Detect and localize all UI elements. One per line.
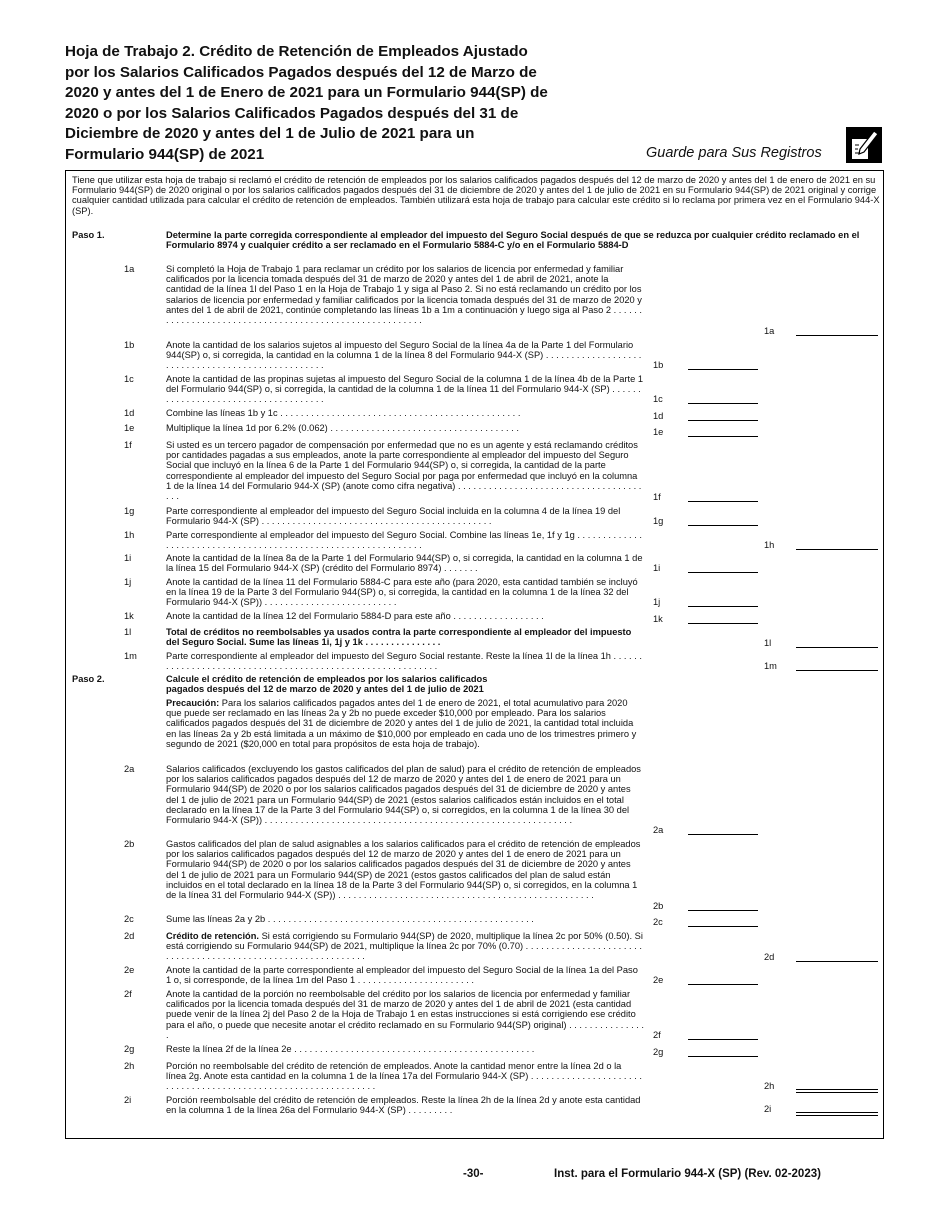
line-1f-entry[interactable] bbox=[688, 501, 758, 502]
line-1g-entry[interactable] bbox=[688, 525, 758, 526]
line-2f-number: 2f bbox=[124, 989, 132, 999]
line-1d-entry[interactable] bbox=[688, 420, 758, 421]
line-1l-entry[interactable] bbox=[796, 647, 878, 648]
line-1a-text: Si completó la Hoja de Trabajo 1 para reclamar un crédito por los salarios de licencia por enfermedad y familiar calificados por la licencia tomada después del 31 de marzo de 2020 y antes del 1 de abril de 2021, anote la cantidad de la línea 1l del Paso 1 en la Hoja de Trabajo 1 y siga al Paso 2. Si no está reclamando un crédito por los salarios de licencia por enfermedad y familiar calificados por la licencia tomada después del 31 de marzo de 2020 y antes del 1 de abril de 2021, continúe completando las líneas 1b a 1m a continuación y luego siga al Paso 2 . . . . . . . . . . . . . . . . . . . . . . . . . . . . . . . . . . . . . . . . . . . . . . . . . . . . . . . . bbox=[166, 264, 642, 326]
line-2c-text: Sume las líneas 2a y 2b . . . . . . . . . . . . . . . . . . . . . . . . . . . . . . . . . . . . . . . . . . . . . . . . . . . . bbox=[166, 914, 534, 924]
line-1i-entry[interactable] bbox=[688, 572, 758, 573]
line-2c-label: 2c bbox=[653, 917, 663, 927]
line-1g-text: Parte correspondiente al empleador del impuesto del Seguro Social incluida en la columna 4 de la línea 19 del Formulario 944-X (SP) . . . . . . . . . . . . . . . . . . . . . . . . . . . . . . . . . . . . . . . . . . . . . bbox=[166, 506, 621, 527]
line-2i-entry[interactable] bbox=[796, 1112, 878, 1116]
line-1j-entry[interactable] bbox=[688, 606, 758, 607]
line-2i-label: 2i bbox=[764, 1104, 772, 1114]
step1-label: Paso 1. bbox=[72, 230, 105, 240]
line-1h-label: 1h bbox=[764, 540, 775, 550]
line-1m-entry[interactable] bbox=[796, 670, 878, 671]
line-1i-text: Anote la cantidad de la línea 8a de la Parte 1 del Formulario 944(SP) o, si corregida, la cantidad en la columna 1 de la línea 15 del Formulario 944-X (SP) (crédito del Formulario 8974) . . . . . . . bbox=[166, 553, 643, 574]
step2-heading: Calcule el crédito de retención de empleados por los salarios calificados pagados después del 12 de marzo de 2020 y antes del 1 de julio de 2021 bbox=[166, 674, 488, 695]
line-2g-entry[interactable] bbox=[688, 1056, 758, 1057]
line-2b-entry[interactable] bbox=[688, 910, 758, 911]
line-2g-text: Reste la línea 2f de la línea 2e . . . . . . . . . . . . . . . . . . . . . . . . . . . . . . . . . . . . . . . . . . . . . . . bbox=[166, 1044, 535, 1054]
line-2e-number: 2e bbox=[124, 965, 135, 975]
line-2g-label: 2g bbox=[653, 1047, 664, 1057]
line-1d-text: Combine las líneas 1b y 1c . . . . . . . . . . . . . . . . . . . . . . . . . . . . . . . . . . . . . . . . . . . . . . . bbox=[166, 408, 521, 418]
line-2a-number: 2a bbox=[124, 764, 135, 774]
line-2d-rest: Si está corrigiendo su Formulario 944(SP) de 2020, multiplique la línea 2c por 50% (0.50). Si está corrigiendo su Formulario 944(SP) de 2021, multiplique la línea 2c por 70% (0.70) . . . . . . . . . . . . . . . . . . . . . . . . . . . . . . . . . . . . . . . . . . . . . . . . . . . . . . . . . . . . . . bbox=[166, 931, 643, 962]
step2-caution bbox=[166, 698, 644, 749]
line-1a-number: 1a bbox=[124, 264, 135, 274]
line-2c-entry[interactable] bbox=[688, 926, 758, 927]
line-2h-number: 2h bbox=[124, 1061, 135, 1071]
line-2b-text: Gastos calificados del plan de salud asignables a los salarios calificados para el crédito de retención de empleados por los salarios calificados pagados después del 12 de marzo de 2020 y antes del 1 de enero de 2021 para un Formulario 944(SP) de 2020 o por los salarios calificados pagados después del 31 de diciembre de 2020 y antes del 1 de julio de 2021 para un Formulario 944(SP) de 2021 (estos gastos calificados del plan de salud están incluidos en el total declarado en la línea 18 de la Parte 3 del Formulario 944(SP) o, si corregidos, en la columna 1 de la línea 31 del Formulario 944-X (SP)) . . . . . . . . . . . . . . . . . . . . . . . . . . . . . . . . . . . . . . . . . . . . . . . . . . bbox=[166, 839, 641, 901]
line-2b-number: 2b bbox=[124, 839, 135, 849]
line-2i-number: 2i bbox=[124, 1095, 132, 1105]
line-2a-text: Salarios calificados (excluyendo los gastos calificados del plan de salud) para el crédito de retención de empleados por los salarios calificados pagados después del 12 de marzo de 2020 y antes del 1 de enero de 2021 para un Formulario 944(SP) de 2020 o por los salarios calificados pagados después del 31 de diciembre de 2020 y antes del 1 de julio de 2021 para un Formulario 944(SP) de 2021 (estos salarios calificados están incluidos en el total declarado en la línea 17 de la Parte 3 del Formulario 944(SP) o, si corregidos, en la columna 1 de la línea 30 del Formulario 944-X (SP)) . . . . . . . . . . . . . . . . . . . . . . . . . . . . . . . . . . . . . . . . . . . . . . . . . . . . . . . . . . . . bbox=[166, 764, 641, 826]
step2-label: Paso 2. bbox=[72, 674, 105, 684]
line-2c-number: 2c bbox=[124, 914, 134, 924]
line-2d-label: 2d bbox=[764, 952, 775, 962]
line-1b-entry[interactable] bbox=[688, 369, 758, 370]
line-1c-number: 1c bbox=[124, 374, 134, 384]
line-2h-entry[interactable] bbox=[796, 1089, 878, 1093]
line-1j-number: 1j bbox=[124, 577, 132, 587]
worksheet-title: Hoja de Trabajo 2. Crédito de Retención de Empleados Ajustado por los Salarios Calificados Pagados después del 12 de Marzo de 2020 y antes del 1 de Enero de 2021 para un Formulario 944(SP) de 2020 o por los Salarios Calificados Pagados después del 31 de Diciembre de 2020 y antes del 1 de Julio de 2021 para un Formulario 944(SP) de 2021 bbox=[65, 43, 548, 163]
line-1l-number: 1l bbox=[124, 627, 132, 637]
line-1l-label: 1l bbox=[764, 638, 772, 648]
line-1l-text: Total de créditos no reembolsables ya usados contra la parte correspondiente al empleador del impuesto del Seguro Social. Sume las líneas 1i, 1j y 1k . . . . . . . . . . . . . . . bbox=[166, 627, 632, 648]
line-1k-text: Anote la cantidad de la línea 12 del Formulario 5884-D para este año . . . . . . . . . . . . . . . . . . bbox=[166, 611, 544, 621]
line-1b-number: 1b bbox=[124, 340, 135, 350]
line-1e-label: 1e bbox=[653, 427, 664, 437]
line-1m-label: 1m bbox=[764, 661, 777, 671]
line-1i-label: 1i bbox=[653, 563, 661, 573]
line-1m-text: Parte correspondiente al empleador del impuesto del Seguro Social restante. Reste la línea 1l de la línea 1h . . . . . . . . . . . . . . . . . . . . . . . . . . . . . . . . . . . . . . . . . . . . . . . . . . . . . . . . . . . bbox=[166, 651, 642, 672]
line-2e-label: 2e bbox=[653, 975, 664, 985]
line-2d-number: 2d bbox=[124, 931, 135, 941]
line-2d-entry[interactable] bbox=[796, 961, 878, 962]
line-2h-text: Porción no reembolsable del crédito de retención de empleados. Anote la cantidad menor entre la línea 2d o la línea 2g. Anote esta cantidad en la columna 1 de la línea 17a del Formulario 944-X (SP) . . . . . . . . . . . . . . . . . . . . . . . . . . . . . . . . . . . . . . . . . . . . . . . . . . . . . . . . . . . . . . . bbox=[166, 1061, 642, 1092]
line-1j-label: 1j bbox=[653, 597, 661, 607]
line-1j-text: Anote la cantidad de la línea 11 del Formulario 5884-C para este año (para 2020, esta cantidad también se incluyó en la línea 19 de la Parte 3 del Formulario 944(SP) o, si corregida, la cantidad en la columna 1 de la línea 32 del Formulario 944-X (SP)) . . . . . . . . . . . . . . . . . . . . . . . . . . bbox=[166, 577, 638, 608]
line-2a-label: 2a bbox=[653, 825, 664, 835]
form-instructions-ref: Inst. para el Formulario 944-X (SP) (Rev. 02-2023) bbox=[554, 1168, 821, 1180]
line-1g-label: 1g bbox=[653, 516, 664, 526]
line-1f-text: Si usted es un tercero pagador de compensación por enfermedad que no es un agente y está reclamando créditos por cantidades pagadas a sus empleados, anote la parte correspondiente al empleador del impuesto del Seguro Social que incluyó en la línea 6 de la Parte 1 del Formulario 944(SP) o, si corregida, la cantidad de la parte correspondiente al empleador del impuesto del Seguro Social por paga por enfermedad que incluyó en la columna 1 de la línea 14 del Formulario 944-X (SP) (anote como cifra negativa) . . . . . . . . . . . . . . . . . . . . . . . . . . . . . . . . . . . . . . . bbox=[166, 440, 642, 502]
line-1k-label: 1k bbox=[653, 614, 663, 624]
line-2d-bold: Crédito de retención. bbox=[166, 931, 259, 941]
line-1c-text: Anote la cantidad de las propinas sujetas al impuesto del Seguro Social de la columna 1 de la línea 4b de la Parte 1 del Formulario 944(SP) o, si corregida, la cantidad de la columna 1 de la línea 11 del Formulario 944-X (SP) . . . . . . . . . . . . . . . . . . . . . . . . . . . . . . . . . . . . . bbox=[166, 374, 644, 405]
line-1c-label: 1c bbox=[653, 394, 663, 404]
line-1b-label: 1b bbox=[653, 360, 664, 370]
line-2a-entry[interactable] bbox=[688, 834, 758, 835]
line-1e-text: Multiplique la línea 1d por 6.2% (0.062) . . . . . . . . . . . . . . . . . . . . . . . . . . . . . . . . . . . . . bbox=[166, 423, 519, 433]
line-1h-text: Parte correspondiente al empleador del impuesto del Seguro Social. Combine las líneas 1e, 1f y 1g . . . . . . . . . . . . . . . . . . . . . . . . . . . . . . . . . . . . . . . . . . . . . . . . . . . . . . . . . . . . . . . bbox=[166, 530, 642, 551]
line-2g-number: 2g bbox=[124, 1044, 135, 1054]
intro-paragraph: Tiene que utilizar esta hoja de trabajo si reclamó el crédito de retención de empleados por los salarios calificados pagados después del 12 de marzo de 2020 y antes del 1 de enero de 2021 en su Formulario 944(SP) de 2020 original o por los salarios calificados pagados después del 31 de diciembre de 2020 y antes del 1 de julio de 2021 en su Formulario 944(SP) de 2021 original y corrige cualquier cantidad utilizada para calcular el crédito de retención de empleados. También utilizará esta hoja de trabajo para calcular este crédito si lo reclama por primera vez en el Formulario 944-X (SP). bbox=[72, 175, 880, 216]
line-1e-entry[interactable] bbox=[688, 436, 758, 437]
line-1f-number: 1f bbox=[124, 440, 132, 450]
line-1d-label: 1d bbox=[653, 411, 664, 421]
pencil-note-icon bbox=[846, 127, 882, 163]
line-2i-text: Porción reembolsable del crédito de retención de empleados. Reste la línea 2h de la línea 2d y anote esta cantidad en la columna 1 de la línea 26a del Formulario 944-X (SP) . . . . . . . . . bbox=[166, 1095, 641, 1116]
caution-text: Para los salarios calificados pagados antes del 1 de enero de 2021, el total acumulativo para 2020 que puede ser reclamado en las líneas 2a y 2b no puede exceder $10,000 por empleado. Para los salarios calificados pagados después del 31 de diciembre de 2020 y antes del 1 de julio de 2021, la cantidad total incluida en las líneas 2a y 2b está limitada a un máximo de $10,000 por empleado en cada uno de los trimestres primero y segundo de 2021 ($20,000 en total para propósitos de esta hoja de trabajo). bbox=[166, 698, 637, 749]
line-1a-label: 1a bbox=[764, 326, 775, 336]
line-2d-text bbox=[166, 931, 644, 962]
line-1a-entry[interactable] bbox=[796, 335, 878, 336]
line-1k-entry[interactable] bbox=[688, 623, 758, 624]
line-2b-label: 2b bbox=[653, 901, 664, 911]
line-1f-label: 1f bbox=[653, 492, 661, 502]
keep-for-records-note: Guarde para Sus Registros bbox=[646, 145, 822, 161]
step1-heading: Determine la parte corregida correspondiente al empleador del impuesto del Seguro Social después de que se reduzca por cualquier crédito reclamado en el Formulario 8974 y cualquier crédito a ser reclamado en el Formulario 5884-C y/o en el Formulario 5884-D bbox=[166, 230, 860, 251]
line-1c-entry[interactable] bbox=[688, 403, 758, 404]
line-1m-number: 1m bbox=[124, 651, 137, 661]
line-1g-number: 1g bbox=[124, 506, 135, 516]
caution-label: Precaución: bbox=[166, 698, 220, 708]
line-2e-text: Anote la cantidad de la parte correspondiente al empleador del impuesto del Seguro Social de la línea 1a del Paso 1 o, si corresponde, de la línea 1m del Paso 1 . . . . . . . . . . . . . . . . . . . . . . . bbox=[166, 965, 638, 986]
line-1k-number: 1k bbox=[124, 611, 134, 621]
line-1h-number: 1h bbox=[124, 530, 135, 540]
line-2f-label: 2f bbox=[653, 1030, 661, 1040]
line-2f-entry[interactable] bbox=[688, 1039, 758, 1040]
line-2h-label: 2h bbox=[764, 1081, 775, 1091]
line-1b-text: Anote la cantidad de los salarios sujetos al impuesto del Seguro Social de la línea 4a de la Parte 1 del Formulario 944(SP) o, si corregida, la cantidad en la columna 1 de la línea 8 del Formulario 944-X (SP) . . . . . . . . . . . . . . . . . . . . . . . . . . . . . . . . . . . . . . . . . . . . . . . . . . bbox=[166, 340, 642, 371]
line-1e-number: 1e bbox=[124, 423, 135, 433]
line-2f-text: Anote la cantidad de la porción no reembolsable del crédito por los salarios de licencia por enfermedad y familiar calificados por la licencia tomada después del 31 de marzo de 2020 y antes del 1 de abril de 2021 (esta cantidad puede venir de la línea 2j del Paso 2 de la Hoja de Trabajo 1 en estas instrucciones si está corrigiendo ese crédito para el año, o puede que necesite anotar el crédito reclamado en su Formulario 944(SP) original) . . . . . . . . . . . . . . . . bbox=[166, 989, 645, 1040]
line-2e-entry[interactable] bbox=[688, 984, 758, 985]
line-1h-entry[interactable] bbox=[796, 549, 878, 550]
page-number: -30- bbox=[463, 1168, 484, 1180]
line-1i-number: 1i bbox=[124, 553, 132, 563]
line-1d-number: 1d bbox=[124, 408, 135, 418]
